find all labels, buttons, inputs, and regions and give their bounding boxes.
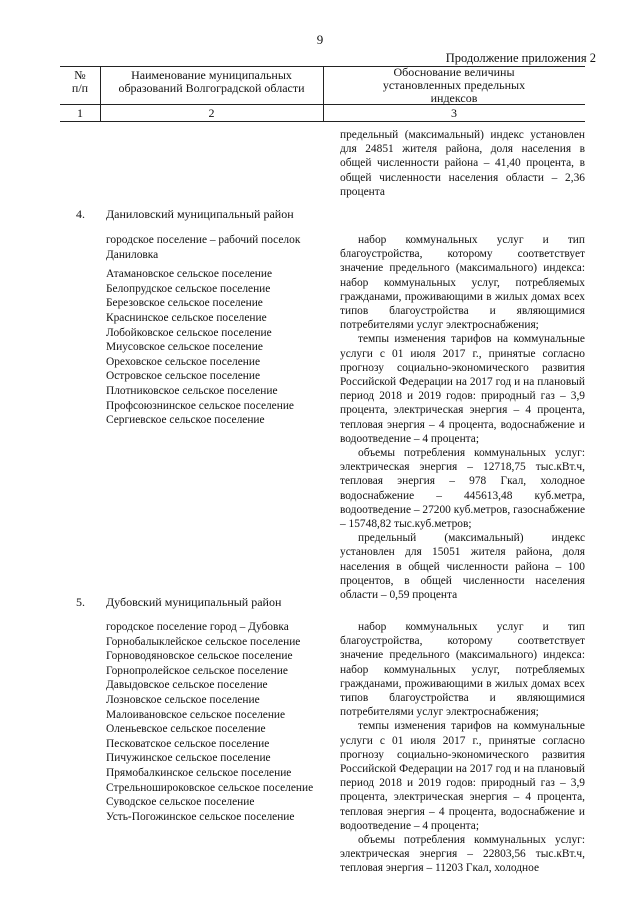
- settlement-item: Лозновское сельское поселение: [106, 693, 260, 706]
- settlement-item: Давыдовское сельское поселение: [106, 679, 268, 692]
- settlement-item: Пичужинское сельское поселение: [106, 752, 271, 765]
- col-header-name: Наименование муниципальных образований Волгоградской области: [118, 68, 305, 95]
- continuation-label: Продолжение приложения 2: [445, 51, 596, 65]
- settlement-item: городское поселение – рабочий поселок Даниловка: [106, 234, 301, 261]
- settlement-item: Горнобалыклейское сельское поселение: [106, 635, 301, 648]
- table-numbers-rule: [60, 121, 585, 122]
- settlement-item: Плотниковское сельское поселение: [106, 384, 278, 397]
- section-5-paragraph-volumes: объемы потребления коммунальных услуг: электрическая энергия – 22803,56 тыс.кВт.ч, тепловая энергия – 11203 Гкал, холодное: [340, 834, 585, 875]
- section-5-settlements: [106, 620, 336, 824]
- settlement-item: Прямобалкинское сельское поселение: [106, 766, 292, 779]
- settlement-item: Усть-Погожинское сельское поселение: [106, 810, 295, 823]
- section-4-paragraph-services: набор коммунальных услуг и тип благоустройства, которому соответствует значение предельного (максимального) индекса: набор коммунальных услуг, потребляемых гражданами, проживающими в жилых домах всех типов благоустройства и являющимися потребителями услуг электроснабжения;: [340, 234, 585, 332]
- settlement-item: Стрельношироковское сельское поселение: [106, 781, 314, 794]
- section-4-title: Даниловский муниципальный район: [106, 207, 294, 221]
- settlement-item: Островское сельское поселение: [106, 370, 261, 383]
- settlement-item: Сергиевское сельское поселение: [106, 414, 265, 427]
- settlement-item: Миусовское сельское поселение: [106, 341, 263, 354]
- section-4-paragraph-tariffs: темпы изменения тарифов на коммунальные услуги с 01 июля 2017 г., принятые согласно прогнозу социально-экономического развития Российской Федерации на 2017 год и на плановый период 2018 и 2019 годов: природный газ – 3,9 процента, электрическая энергия – 4 процента, тепловая энергия – 4 процента, водоснабжение и водоотведение – 4 процента;: [340, 333, 585, 445]
- settlement-item: Березовское сельское поселение: [106, 297, 263, 310]
- settlement-item: Горноводяновское сельское поселение: [106, 650, 293, 663]
- section-4-number: 4.: [76, 207, 85, 221]
- section-5-number: 5.: [76, 595, 85, 609]
- section-4-paragraph-index: предельный (максимальный) индекс установлен для 15051 жителя района, доля населения в общей численности района – 100 процентов, в общей численности населения области – 0,59 процента: [340, 532, 585, 602]
- section-4-paragraph-volumes: объемы потребления коммунальных услуг: электрическая энергия – 12718,75 тыс.кВт.ч, тепловая энергия – 978 Гкал, холодное водоснабжение – 445613,48 куб.метра, водоотведение – 27200 куб.метров, газоснабжение – 15748,82 тыс.куб.метров;: [340, 447, 585, 531]
- settlement-item: Профсоюзнинское сельское поселение: [106, 399, 294, 412]
- col-number-3: 3: [451, 106, 457, 120]
- settlement-item: Суводское сельское поселение: [106, 796, 255, 809]
- col-header-justification: Обоснование величины установленных предельных индексов: [382, 65, 526, 105]
- settlement-item: Горнопролейское сельское поселение: [106, 664, 288, 677]
- settlement-item: Оленьевское сельское поселение: [106, 723, 266, 736]
- settlement-item: Краснинское сельское поселение: [106, 311, 267, 324]
- col-number-2: 2: [208, 106, 215, 120]
- section-5-justification: [340, 620, 585, 876]
- settlement-item: Песковатское сельское поселение: [106, 737, 270, 750]
- settlement-item: городское поселение город – Дубовка: [106, 621, 289, 633]
- col-number-1: 1: [77, 106, 83, 120]
- section-4-justification: [340, 233, 585, 602]
- settlement-item: Белопрудское сельское поселение: [106, 282, 271, 295]
- col-header-number: № п/п: [71, 68, 89, 95]
- section-5-title: Дубовский муниципальный район: [106, 595, 282, 609]
- settlement-item: Ореховское сельское поселение: [106, 355, 261, 368]
- settlement-item: Атамановское сельское поселение: [106, 268, 273, 281]
- settlement-item: Лобойковское сельское поселение: [106, 326, 272, 339]
- section-4-settlements: [106, 233, 336, 428]
- section-5-paragraph-tariffs: темпы изменения тарифов на коммунальные услуги с 01 июля 2017 г., принятые согласно прогнозу социально-экономического развития Российской Федерации на 2017 год и на плановый период 2018 и 2019 годов: природный газ – 3,9 процента, электрическая энергия – 4 процента, тепловая энергия – 4 процента, водоснабжение и водоотведение – 4 процента;: [340, 720, 585, 832]
- prev-entry-index-text: предельный (максимальный) индекс установлен для 24851 жителя района, доля населения в общей численности района – 41,40 процента, в общей численности населения области – 2,36 процента: [340, 129, 585, 198]
- page-number: 9: [316, 32, 324, 47]
- settlement-item: Малоивановское сельское поселение: [106, 708, 286, 721]
- section-5-paragraph-services: набор коммунальных услуг и тип благоустройства, которому соответствует значение предельного (максимального) индекса: набор коммунальных услуг, потребляемых гражданами, проживающими в жилых домах всех типов благоустройства и являющимися потребителями услуг электроснабжения;: [340, 621, 585, 719]
